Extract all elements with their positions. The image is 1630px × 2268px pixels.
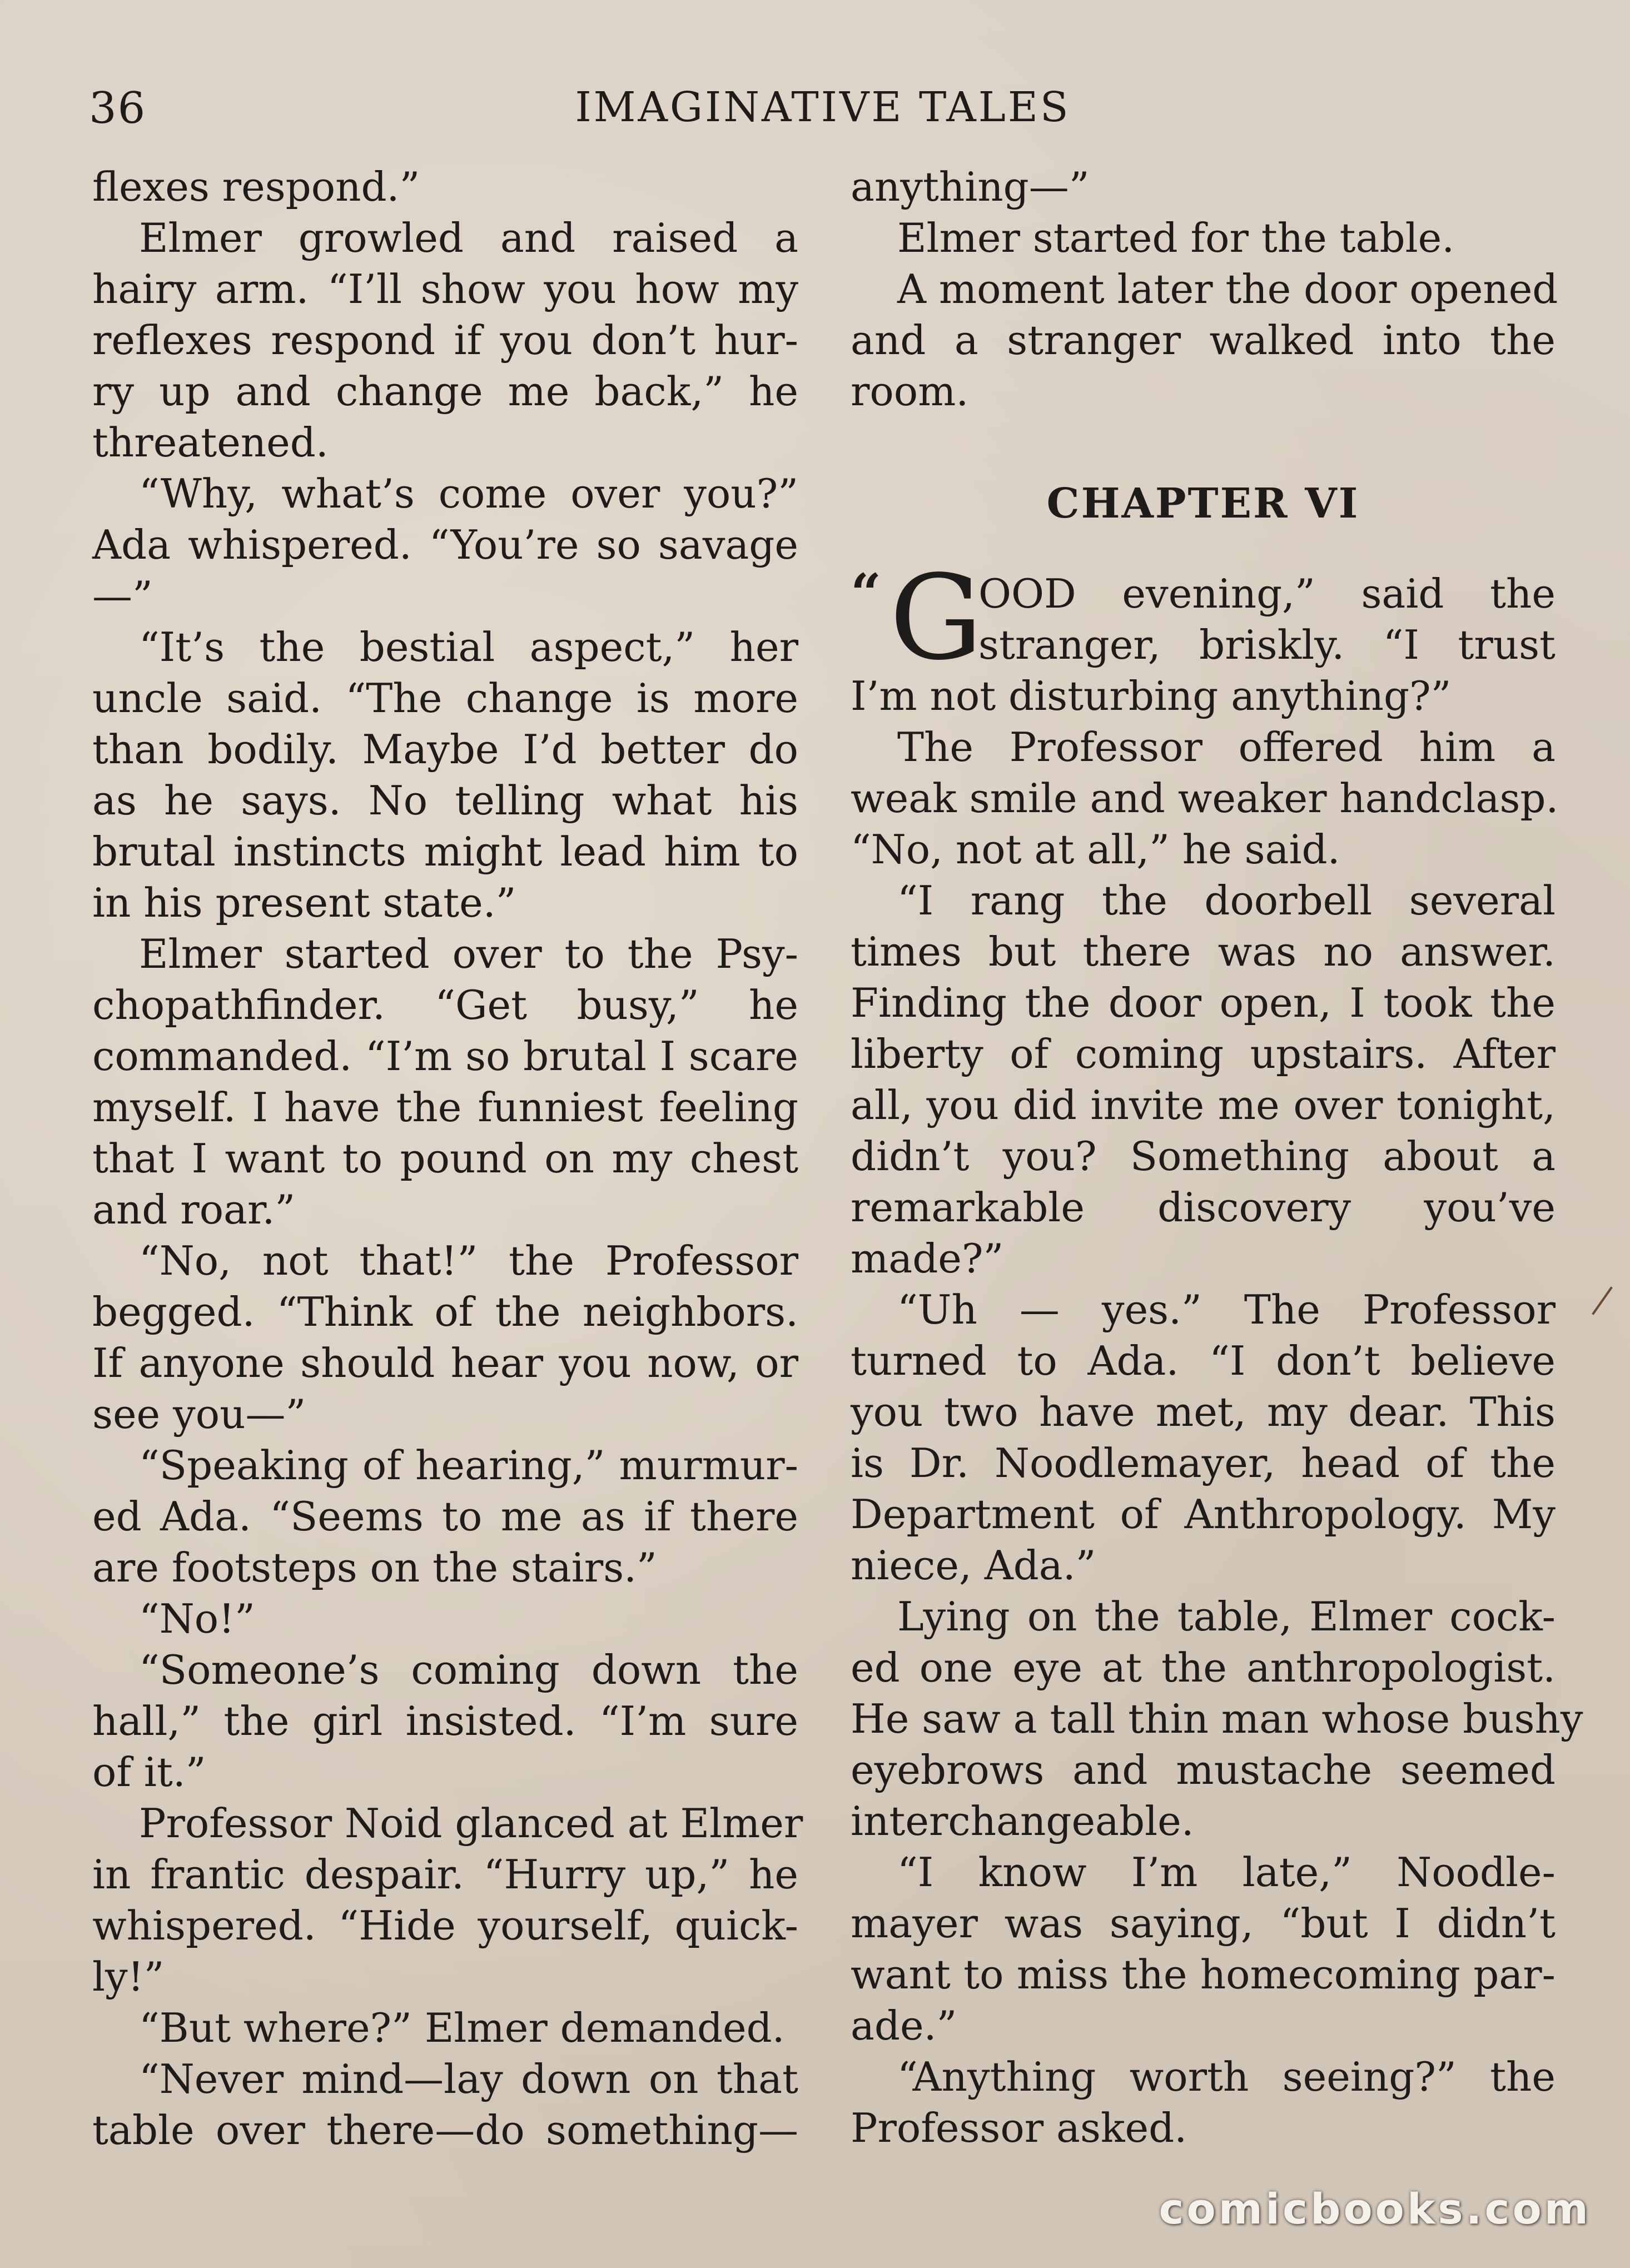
text-line: ry up and change me back,” he (92, 368, 798, 415)
text-line: and a stranger walked into the (851, 317, 1556, 364)
text-line: “I know I’m late,” Noodle- (897, 1849, 1556, 1896)
page-header (89, 83, 1557, 145)
text-line: mayer was saying, “but I didn’t (851, 1900, 1556, 1947)
left-column (92, 161, 803, 2156)
right-column-body-text (851, 670, 1583, 2153)
text-line: liberty of coming upstairs. After (851, 1031, 1556, 1077)
text-line: Finding the door open, I took the (851, 979, 1556, 1026)
text-line: “Uh — yes.” The Professor (897, 1286, 1556, 1333)
drop-cap-paragraph (851, 550, 1556, 686)
text-line: all, you did invite me over tonight, (851, 1082, 1556, 1128)
page-number: 36 (89, 83, 147, 133)
watermark-logo: comicbooks.com (1159, 2184, 1591, 2234)
text-line: times but there was no answer. (851, 928, 1556, 975)
text-line: Elmer growled and raised a (139, 215, 798, 261)
text-line: table over there—do something— (92, 2107, 798, 2153)
text-line: Professor asked. (851, 2105, 1187, 2151)
text-line: in frantic despair. “Hurry up,” he (92, 1851, 798, 1898)
text-line: ly!” (92, 1953, 165, 2000)
text-line: Elmer started over to the Psy- (139, 931, 798, 977)
text-line: made?” (851, 1235, 1004, 1282)
text-line: Department of Anthropology. My (851, 1491, 1556, 1538)
text-line: —” (92, 573, 153, 619)
text-line: Lying on the table, Elmer cock- (897, 1593, 1556, 1640)
ink-mark (1592, 1286, 1613, 1315)
text-line: whispered. “Hide yourself, quick- (92, 1902, 798, 1949)
text-line: reflexes respond if you don’t hur- (92, 317, 798, 364)
text-line: ade.” (851, 2002, 957, 2049)
text-line: myself. I have the funniest feeling (92, 1084, 798, 1131)
text-line: weak smile and weaker handclasp. (851, 775, 1559, 822)
text-line: interchangeable. (851, 1798, 1194, 1844)
text-line: see you—” (92, 1391, 306, 1438)
running-head: IMAGINATIVE TALES (575, 83, 1071, 131)
right-column-top-text (851, 161, 1556, 417)
text-line: you two have met, my dear. This (851, 1389, 1556, 1435)
text-line: chopathfinder. “Get busy,” he (92, 982, 798, 1028)
text-line: uncle said. “The change is more (92, 675, 798, 722)
text-line: room. (851, 368, 969, 415)
text-line: didn’t you? Something about a (851, 1133, 1556, 1180)
text-line: is Dr. Noodlemayer, head of the (851, 1440, 1556, 1486)
text-line: and roar.” (92, 1186, 296, 1233)
text-line: Professor Noid glanced at Elmer (139, 1800, 803, 1847)
text-line: The Professor offered him a (897, 724, 1556, 770)
text-line: turned to Ada. “I don’t believe (851, 1337, 1556, 1384)
text-line: hall,” the girl insisted. “I’m sure (92, 1698, 798, 1744)
drop-cap-line: stranger, briskly. “I trust (978, 621, 1556, 668)
text-line: “Someone’s coming down the (139, 1647, 798, 1693)
text-line: Ada whispered. “You’re so savage (92, 521, 798, 568)
text-line: that I want to pound on my chest (92, 1135, 798, 1182)
text-line: ed Ada. “Seems to me as if there (92, 1493, 798, 1540)
text-line: “No, not that!” the Professor (139, 1237, 798, 1284)
drop-cap-quote: “ (851, 562, 882, 625)
text-line: “I rang the doorbell several (897, 877, 1556, 924)
drop-cap-line: OOD evening,” said the (978, 570, 1556, 617)
text-line: Elmer started for the table. (897, 215, 1455, 261)
text-line: in his present state.” (92, 879, 516, 926)
text-line: ed one eye at the anthropologist. (851, 1644, 1556, 1691)
text-line: If anyone should hear you now, or (92, 1340, 798, 1386)
right-column (851, 161, 1583, 2153)
text-line: “Speaking of hearing,” murmur- (139, 1442, 798, 1489)
text-line: remarkable discovery you’ve (851, 1184, 1556, 1231)
text-line: eyebrows and mustache seemed (851, 1747, 1556, 1793)
text-line: anything—” (851, 163, 1090, 210)
text-line: I’m not disturbing anything?” (851, 673, 1452, 719)
text-line: hairy arm. “I’ll show you how my (92, 266, 798, 312)
text-line: want to miss the homecoming par- (851, 1951, 1556, 1998)
chapter-heading: CHAPTER VI (1046, 480, 1360, 528)
text-line: brutal instincts might lead him to (92, 828, 798, 875)
text-line: A moment later the door opened (897, 266, 1558, 312)
text-line: “It’s the bestial aspect,” her (139, 624, 798, 670)
text-line: flexes respond.” (92, 163, 420, 210)
drop-cap-letter: G (889, 550, 983, 686)
text-line: niece, Ada.” (851, 1542, 1096, 1589)
text-line: “No!” (139, 1595, 255, 1642)
text-line: are footsteps on the stairs.” (92, 1544, 657, 1591)
text-line: He saw a tall thin man whose bushy (851, 1695, 1583, 1742)
text-line: “But where?” Elmer demanded. (139, 2005, 785, 2051)
text-line: of it.” (92, 1749, 206, 1796)
text-line: than bodily. Maybe I’d better do (92, 726, 798, 773)
text-line: as he says. No telling what his (92, 777, 798, 824)
text-line: begged. “Think of the neighbors. (92, 1289, 798, 1335)
text-line: “Why, what’s come over you?” (139, 470, 798, 517)
text-line: commanded. “I’m so brutal I scare (92, 1033, 798, 1080)
text-line: threatened. (92, 419, 329, 466)
text-line: “Anything worth seeing?” the (897, 2053, 1556, 2100)
text-line: “No, not at all,” he said. (851, 826, 1340, 873)
text-line: “Never mind—lay down on that (139, 2056, 798, 2102)
